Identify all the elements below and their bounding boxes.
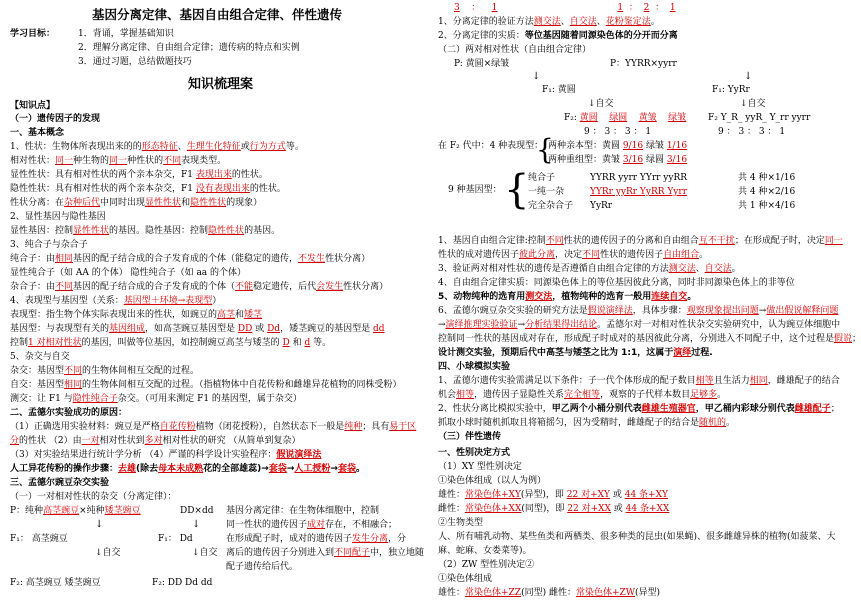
f2-two-pair-genotype: F₂ Y_R_ yyR_ Y_rr yyrr <box>708 113 811 123</box>
concept-hybridization: 杂交：基因型不同的生物体间相互交配的过程。 <box>10 366 200 376</box>
objective-3: 3．通过习题，总结做题技巧 <box>78 57 192 67</box>
concept-recessive-trait: 隐性性状：具有相对性状的两个亲本杂交，F1 没有表现出来的性状。 <box>10 184 286 194</box>
segregation-law-line3: 在形成配子时，成对的遗传因子发生分离，分 <box>226 534 407 544</box>
mendel-experiment-heading: 三、孟德尔豌豆杂交实验 <box>10 478 110 488</box>
two-pair-heading: （二）两对相对性状（自由组合定律） <box>438 45 592 55</box>
concept-cross-heading: 5、杂交与自交 <box>10 352 70 362</box>
research-method-1: 6、孟德尔豌豆杂交实验的研究方法是假说演绎法，具体步骤：观察现象提出问题→做出假说解释问题 <box>438 306 839 316</box>
genotypes-label: 9 种基因型： <box>448 185 502 195</box>
full-hetero-label: 完全杂合子 <box>528 201 574 211</box>
self-cross-label: ↓自交 <box>740 99 766 109</box>
simulation-conditions-2: 机会相等，遗传因子显隐性关系完全相等，观察的子代样本数目足够多。 <box>438 390 727 400</box>
f2-phenotype: F₂: 高茎豌豆 矮茎豌豆 <box>10 578 101 588</box>
f2-genotype: F₂: DD Dd dd <box>152 578 213 588</box>
self-cross-label: ↓自交 <box>95 548 121 558</box>
f1-genotype: F₁： Dd <box>158 534 193 544</box>
single-hetero-label: 一纯一杂 <box>528 187 565 197</box>
homozygote-genotypes: YYRR yyrr YYrr yyRR <box>590 173 688 183</box>
homozygote-label: 纯合子 <box>528 173 556 183</box>
free-combination-essence: 4、自由组合定律实质：同源染色体上的等位基因彼此分离，同时非同源染色体上的非等位 <box>438 278 795 288</box>
separation-verify: 1、分离定律的验证方法测交法、自交法、花粉鉴定法。 <box>438 17 660 27</box>
xy-type-heading: （1）XY 型性别决定 <box>438 462 522 472</box>
concept-genes-heading: 2、显性基因与隐性基因 <box>10 212 106 222</box>
mendel-reason-2: 分的性状 （2）由一对相对性状到多对相对性状的研究 （从简单到复杂） <box>10 436 301 446</box>
concept-selfing: 自交：基因型相同的生物体间相互交配的过程。（指植物体中自花传粉和雌雄异花植物的同株受粉） <box>10 380 402 390</box>
ball-simulation-heading: 四、小球模拟实验 <box>438 362 511 372</box>
organism-types-2: 麻、蛇麻、女娄菜等)。 <box>438 546 532 556</box>
mendel-reason-1: （1）正确选用实验材料：豌豆是严格自花传粉植物（闭花授粉），自然状态下一般是纯种；具有易于区 <box>10 422 417 432</box>
pollination-steps: 人工异花传粉的操作步骤：去雄(除去母本未成熟花的全部雄蕊)→套袋→人工授粉→套袋。 <box>10 464 365 474</box>
ratio-top: 3 ： 1 1 ： 2 ： 1 <box>454 3 676 13</box>
f1-phenotype: F₁： 高茎豌豆 <box>10 534 68 544</box>
f2-two-pair-phenotype: F₂: 黄圆 绿圆 黄皱 绿皱 <box>564 113 687 123</box>
concept-homozygote-types: 显性纯合子（如 AA 的个体） 隐性纯合子（如 aa 的个体） <box>10 268 247 278</box>
part1-heading: （一）遗传因子的发现 <box>10 114 101 124</box>
xy-male: 雄性：常染色体+XY(异型)，即 22 对+XY 或 44 条+XY <box>438 490 668 500</box>
self-cross-label: ↓自交 <box>192 548 218 558</box>
f2-ratio-right: 9 ： 3 ： 3 ： 1 <box>718 127 786 137</box>
research-method-4: 设计测交实验，预期后代中高茎与矮茎之比为 1:1，这属于演绎过程. <box>438 348 713 358</box>
sex-determination-heading: 一、性别决定方式 <box>438 448 511 458</box>
simulation-random: 抓取小球时随机抓取且将箱摇匀，因为受精时，雌雄配子的结合是随机的。 <box>438 418 736 428</box>
simulation-buckets: 2、性状分离比模拟实验中，甲乙两个小桶分别代表雌雄生殖器官，甲乙桶内彩球分别代表雌雄配子； <box>438 404 840 414</box>
objectives-label: 学习目标： <box>10 29 56 39</box>
pure-breeding: 5、动物纯种的选育用测交法，植物纯种的选育一般用连续自交。 <box>438 292 697 302</box>
research-method-2: →演绎推理实验验证→分析结果得出结论。孟德尔对一对相对性状杂交实验研究中，认为豌豆体细胞中 <box>438 320 841 330</box>
down-arrow-icon: ↓ <box>744 71 753 82</box>
one-pair-heading: （一）一对相对性状的杂交（分离定律）： <box>10 492 177 502</box>
organism-types-heading: ②生物类型 <box>438 518 484 528</box>
full-hetero-genotypes: YyRr <box>590 201 613 211</box>
single-hetero-count: 共 4 种×2/16 <box>738 187 796 197</box>
f1-two-pair-phenotype: F₁: 黄圆 <box>542 85 576 95</box>
concept-phenotype: 表现型：指生物个体实际表现出来的性状，如豌豆的高茎和矮茎 <box>10 310 263 320</box>
parental-types: 两种亲本型：黄圆 9/16 绿皱 1/16 <box>548 141 688 151</box>
left-brace-icon: { <box>504 167 530 213</box>
zw-sexes: 雄性：常染色体+ZZ(同型) 雌性：常染色体+ZW(异型) <box>438 588 661 598</box>
mendel-success-heading: 二、孟德尔实验成功的原因： <box>10 408 128 418</box>
segregation-law-line4: 离后的遗传因子分别进入到不同配子中，独立地随 <box>226 548 425 558</box>
concept-heterozygote: 杂合子：由不同基因的配子结合成的合子发育成的个体（不能稳定遗传，后代会发生性状分离） <box>10 282 389 292</box>
concept-trait: 1、性状：生物体所表现出来的的形态特征、生理生化特征或行为方式等。 <box>10 142 304 152</box>
concept-homozygote: 纯合子：由相同基因的配子结合成的合子发育成的个体（能稳定的遗传，不发生性状分离） <box>10 254 371 264</box>
f1-two-pair-genotype: F₁: YyRr <box>712 85 750 95</box>
concept-dominant-trait: 显性性状：具有相对性状的两个亲本杂交，F1 表现出来的性状。 <box>10 170 268 180</box>
single-hetero-genotypes: YYRr yyRr YyRR Yyrr <box>590 187 688 197</box>
p-generation-genotype: DD×dd <box>180 506 214 516</box>
f2-ratio-left: 9 ： 3 ： 3 ： 1 <box>584 127 652 137</box>
sex-linked-heading: （三）伴性遗传 <box>438 432 502 442</box>
concept-genes: 显性基因：控制显性性状的基因。隐性基因：控制隐性性状的基因。 <box>10 226 281 236</box>
concept-segregation: 性状分离：在杂种后代中同时出现显性性状和隐性性状的现象） <box>10 198 263 208</box>
segregation-law-line5: 配子遗传给后代。 <box>226 562 299 572</box>
p-generation-phenotype: P：纯种高茎豌豆×纯种矮茎豌豆 <box>10 506 141 516</box>
down-arrow-icon: ↓ <box>532 71 541 82</box>
f2-phenotypes-label: 在 F₂ 代中：4 种表现型： <box>438 141 544 151</box>
concept-relative-trait: 相对性状：同一种生物的同一种性状的不同表现类型。 <box>10 156 227 166</box>
segregation-law-line1: 基因分离定律：在生物体细胞中，控制 <box>226 506 380 516</box>
p-phenotype: P: 黄圆×绿皱 <box>454 59 510 69</box>
self-cross-label: ↓自交 <box>588 99 614 109</box>
objective-2: 2．理解分离定律、自由组合定律；遗传病的特点和实例 <box>78 43 300 53</box>
simulation-conditions-1: 1、孟德尔遗传实验需满足以下条件：子一代个体形成的配子数目相等且生活力相同，雌雄配子的结合 <box>438 376 840 386</box>
organism-types-1: 人、所有哺乳动物、某些鱼类和两栖类、很多种类的昆虫(如果蝇)、很多雌雄异株的植物(如菠菜、大 <box>438 532 836 542</box>
zw-chromosome-heading: ①染色体组成 <box>438 574 493 584</box>
free-combination-law-2: 性状的成对遗传因子彼此分离，决定不同性状的遗传因子自由组合。 <box>438 250 709 260</box>
down-arrow-icon: ↓ <box>192 519 201 530</box>
free-combination-law-1: 1、基因自由组合定律:控制不同性状的遗传因子的分离和自由组合互不干扰；在形成配子时，决定同一 <box>438 236 843 246</box>
recombinant-types: 两种重组型：黄皱 3/16 绿圆 3/16 <box>548 155 688 165</box>
left-brace-icon: { <box>536 133 554 166</box>
basic-concepts-heading: 一、基本概念 <box>10 128 65 138</box>
free-combination-verify: 3、验证两对相对性状的遗传是否遵循自由组合定律的方法测交法、自交法。 <box>438 264 741 274</box>
segregation-law-line2: 同一性状的遗传因子成对存在，不相融合； <box>226 520 398 530</box>
page-title: 基因分离定律、基因自由组合定律、伴性遗传 <box>92 7 343 22</box>
section-title: 知识梳理案 <box>188 77 254 92</box>
concept-zygote-heading: 3、纯合子与杂合子 <box>10 240 88 250</box>
concept-phenotype-heading: 4、表现型与基因型（关系：基因型＋环境→表现型） <box>10 296 222 306</box>
concept-allele: 控制1 对相对性状的基因，叫做等位基因，如控制豌豆高茎与矮茎的 D 和 d 等。 <box>10 338 332 348</box>
mendel-reason-3: （3）对实验结果进行统计学分析 （4）严谨的科学设计实验程序：假说演绎法 <box>10 450 322 460</box>
separation-essence: 2、分离定律的实质：等位基因随着同源染色体的分开而分离 <box>438 31 678 41</box>
zw-type-heading: （2）ZW 型性别决定② <box>438 560 535 570</box>
concept-testcross: 测交：让 F1 与隐性纯合子杂交。（可用来测定 F1 的基因型，属于杂交） <box>10 394 302 404</box>
knowledge-point-heading: 【知识点】 <box>10 101 56 111</box>
xy-chromosome-heading: ①染色体组成（以人为例） <box>438 476 547 486</box>
homozygote-count: 共 4 种×1/16 <box>738 173 796 183</box>
xy-female: 雌性：常染色体+XX(同型)，即 22 对+XX 或 44 条+XX <box>438 504 670 514</box>
full-hetero-count: 共 1 种×4/16 <box>738 201 796 211</box>
concept-genotype: 基因型：与表现型有关的基因组成，如高茎豌豆基因型是 DD 或 Dd，矮茎豌豆的基因型是 dd <box>10 324 385 334</box>
down-arrow-icon: ↓ <box>95 519 104 530</box>
research-method-3: 控制同一性状的基因成对存在，形成配子时成对的基因彼此分离，分别进入不同配子中，这个过程是假说； <box>438 334 861 344</box>
p-genotype: P：YYRR×yyrr <box>610 59 677 69</box>
objective-1: 1．背诵，掌握基础知识 <box>78 29 174 39</box>
